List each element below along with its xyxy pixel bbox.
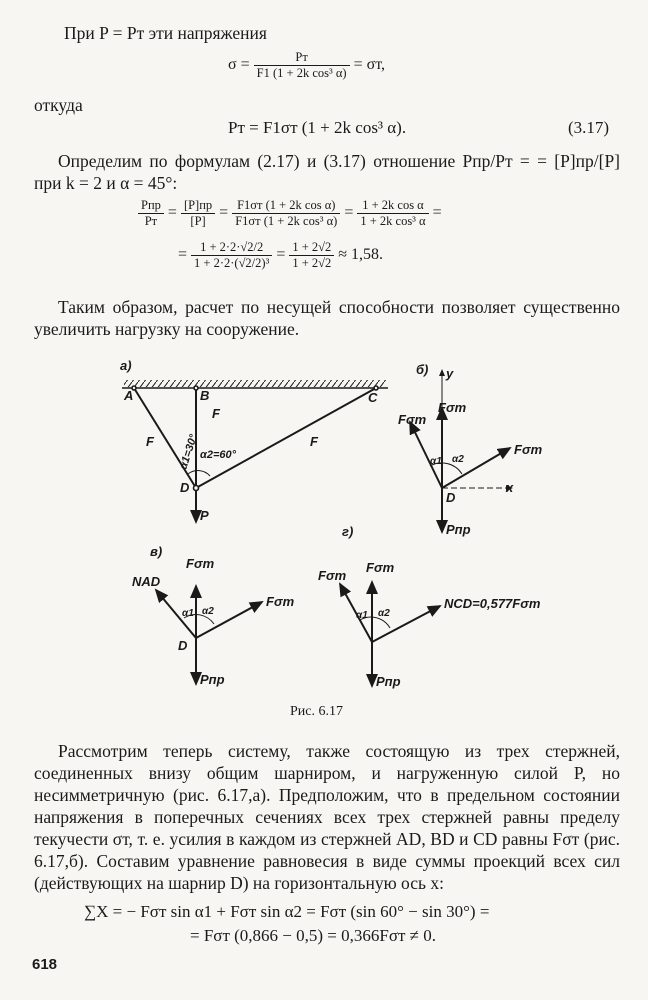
otkuda-word: откуда xyxy=(34,95,83,115)
label-d-b: D xyxy=(446,490,456,505)
label-ncd: NCD=0,577Fσт xyxy=(444,596,541,611)
frac3-num: F1σт (1 + 2k cos α) xyxy=(232,198,340,214)
label-y: y xyxy=(446,366,454,381)
frac4-num: 1 + 2k cos α xyxy=(357,198,428,214)
intro-line: При P = Pт эти напряжения xyxy=(64,23,267,43)
stress-equation xyxy=(228,50,385,81)
label-x: x xyxy=(506,480,514,495)
ratio-equation-line1 xyxy=(138,198,442,229)
label-fsig-right: Fσт xyxy=(514,442,543,457)
equation-number-3-17: (3.17) xyxy=(568,118,610,137)
label-f-ad: F xyxy=(146,434,154,449)
support-hatch xyxy=(124,380,386,387)
label-a2-b: α2 xyxy=(452,454,464,465)
frac1-num: Pпр xyxy=(138,198,164,214)
label-fsig-g-left: Fσт xyxy=(318,568,347,583)
ratio-frac-1 xyxy=(138,198,164,229)
label-p: P xyxy=(200,508,209,523)
label-f-cd: F xyxy=(310,434,318,449)
ratio-result: ≈ 1,58. xyxy=(338,246,384,264)
frac6-den: 1 + 2√2 xyxy=(292,256,332,270)
eq1-numerator: Pт xyxy=(254,50,350,66)
frac6-num: 1 + 2√2 xyxy=(289,240,334,256)
label-nad: NAD xyxy=(132,574,161,589)
label-a2-v: α2 xyxy=(202,606,214,617)
ratio-frac-3 xyxy=(232,198,340,229)
eq1-denominator: F1 (1 + 2k cos³ α) xyxy=(256,66,347,80)
label-fsig-left: Fσт xyxy=(398,412,427,427)
paragraph-thus: Таким образом, расчет по несущей способности позволяет существенно увеличить нагрузку на сооружение. xyxy=(34,297,620,339)
label-fsig-vertical: Fσт xyxy=(438,400,467,415)
label-pnp-v: Pпр xyxy=(200,672,225,687)
ratio-frac-4 xyxy=(357,198,428,229)
figure-6-17 xyxy=(0,350,648,700)
eq1-lhs: σ = xyxy=(228,56,250,74)
label-a1-v: α1 xyxy=(182,608,194,619)
ratio-frac-2 xyxy=(181,198,215,229)
page-number: 618 xyxy=(32,956,58,973)
sum-equation-line1: ∑X = − Fσт sin α1 + Fσт sin α2 = Fσт (sin 60° − sin 30°) = xyxy=(84,902,490,921)
eq1-rhs: = σт, xyxy=(353,56,386,74)
eq-sign: = xyxy=(219,204,229,222)
frac2-den: [P] xyxy=(190,214,206,228)
eq-sign: = xyxy=(432,204,442,222)
frac5-num: 1 + 2·2·√2/2 xyxy=(191,240,272,256)
label-d-v: D xyxy=(178,638,188,653)
eq-sign: = xyxy=(344,204,354,222)
ratio-frac-5 xyxy=(191,240,272,271)
ratio-equation-line2 xyxy=(178,240,383,271)
label-pnp-b: Pпр xyxy=(446,522,471,537)
label-fsig-v-vertical: Fσт xyxy=(186,556,215,571)
sum-equation-line2: = Fσт (0,866 − 0,5) = 0,366Fσт ≠ 0. xyxy=(190,926,437,945)
label-d: D xyxy=(180,480,190,495)
label-panel-v: в) xyxy=(150,544,163,559)
equation-3-17: Pт = F1σт (1 + 2k cos³ α). xyxy=(228,118,407,137)
hinge-b xyxy=(194,386,198,390)
label-a2-g: α2 xyxy=(378,608,390,619)
label-alpha1: α1=30° xyxy=(177,432,200,471)
label-panel-b: б) xyxy=(416,362,429,377)
label-b: B xyxy=(200,388,210,403)
eq-sign: = xyxy=(167,204,177,222)
frac2-num: [P]пр xyxy=(181,198,215,214)
ratio-frac-6 xyxy=(289,240,334,271)
paragraph-consider: Рассмотрим теперь систему, также состоящую из трех стержней, соединенных внизу общим шарниром, и нагруженную силой P, но несимметричную (рис. 6.17,а). Предположим, что в предельном состоянии напряжения в поперечных сечениях всех трех стержней равны пределу текучести σт, т. е. усилия в каждом из стержней AD, BD и CD равны Fσт (рис. 6.17,б). Составим уравнение равновесия в виде суммы проекций всех сил (действующих на шарнир D) на горизонтальную ось x: xyxy=(34,741,620,893)
force-b-left xyxy=(410,422,442,488)
frac3-den: F1σт (1 + 2k cos³ α) xyxy=(235,214,338,228)
figure-caption: Рис. 6.17 xyxy=(290,704,343,719)
frac4-den: 1 + 2k cos³ α xyxy=(360,214,426,228)
label-a1-g: α1 xyxy=(356,610,368,621)
label-pnp-g: Pпр xyxy=(376,674,401,689)
label-a1-b: α1 xyxy=(430,456,442,467)
label-a: A xyxy=(124,388,134,403)
frac5-den: 1 + 2·2·(√2/2)³ xyxy=(194,256,270,270)
label-c: C xyxy=(368,390,378,405)
frac1-den: Pт xyxy=(144,214,158,228)
paragraph-define: Определим по формулам (2.17) и (3.17) отношение Pпр/Pт = = [P]пр/[P] при k = 2 и α = 45°: xyxy=(34,151,620,193)
label-alpha2: α2=60° xyxy=(200,449,236,461)
label-f-bd: F xyxy=(212,406,220,421)
label-panel-a: а) xyxy=(120,358,132,373)
hinge-d xyxy=(194,486,199,491)
eq-sign: = xyxy=(178,246,188,264)
angle-arc-a xyxy=(188,471,210,476)
label-fsig-g-vertical: Fσт xyxy=(366,560,395,575)
eq1-fraction xyxy=(254,50,350,81)
label-fsig-v-right: Fσт xyxy=(266,594,295,609)
eq-sign: = xyxy=(276,246,286,264)
label-panel-g: г) xyxy=(342,524,354,539)
rod-cd xyxy=(196,388,376,488)
